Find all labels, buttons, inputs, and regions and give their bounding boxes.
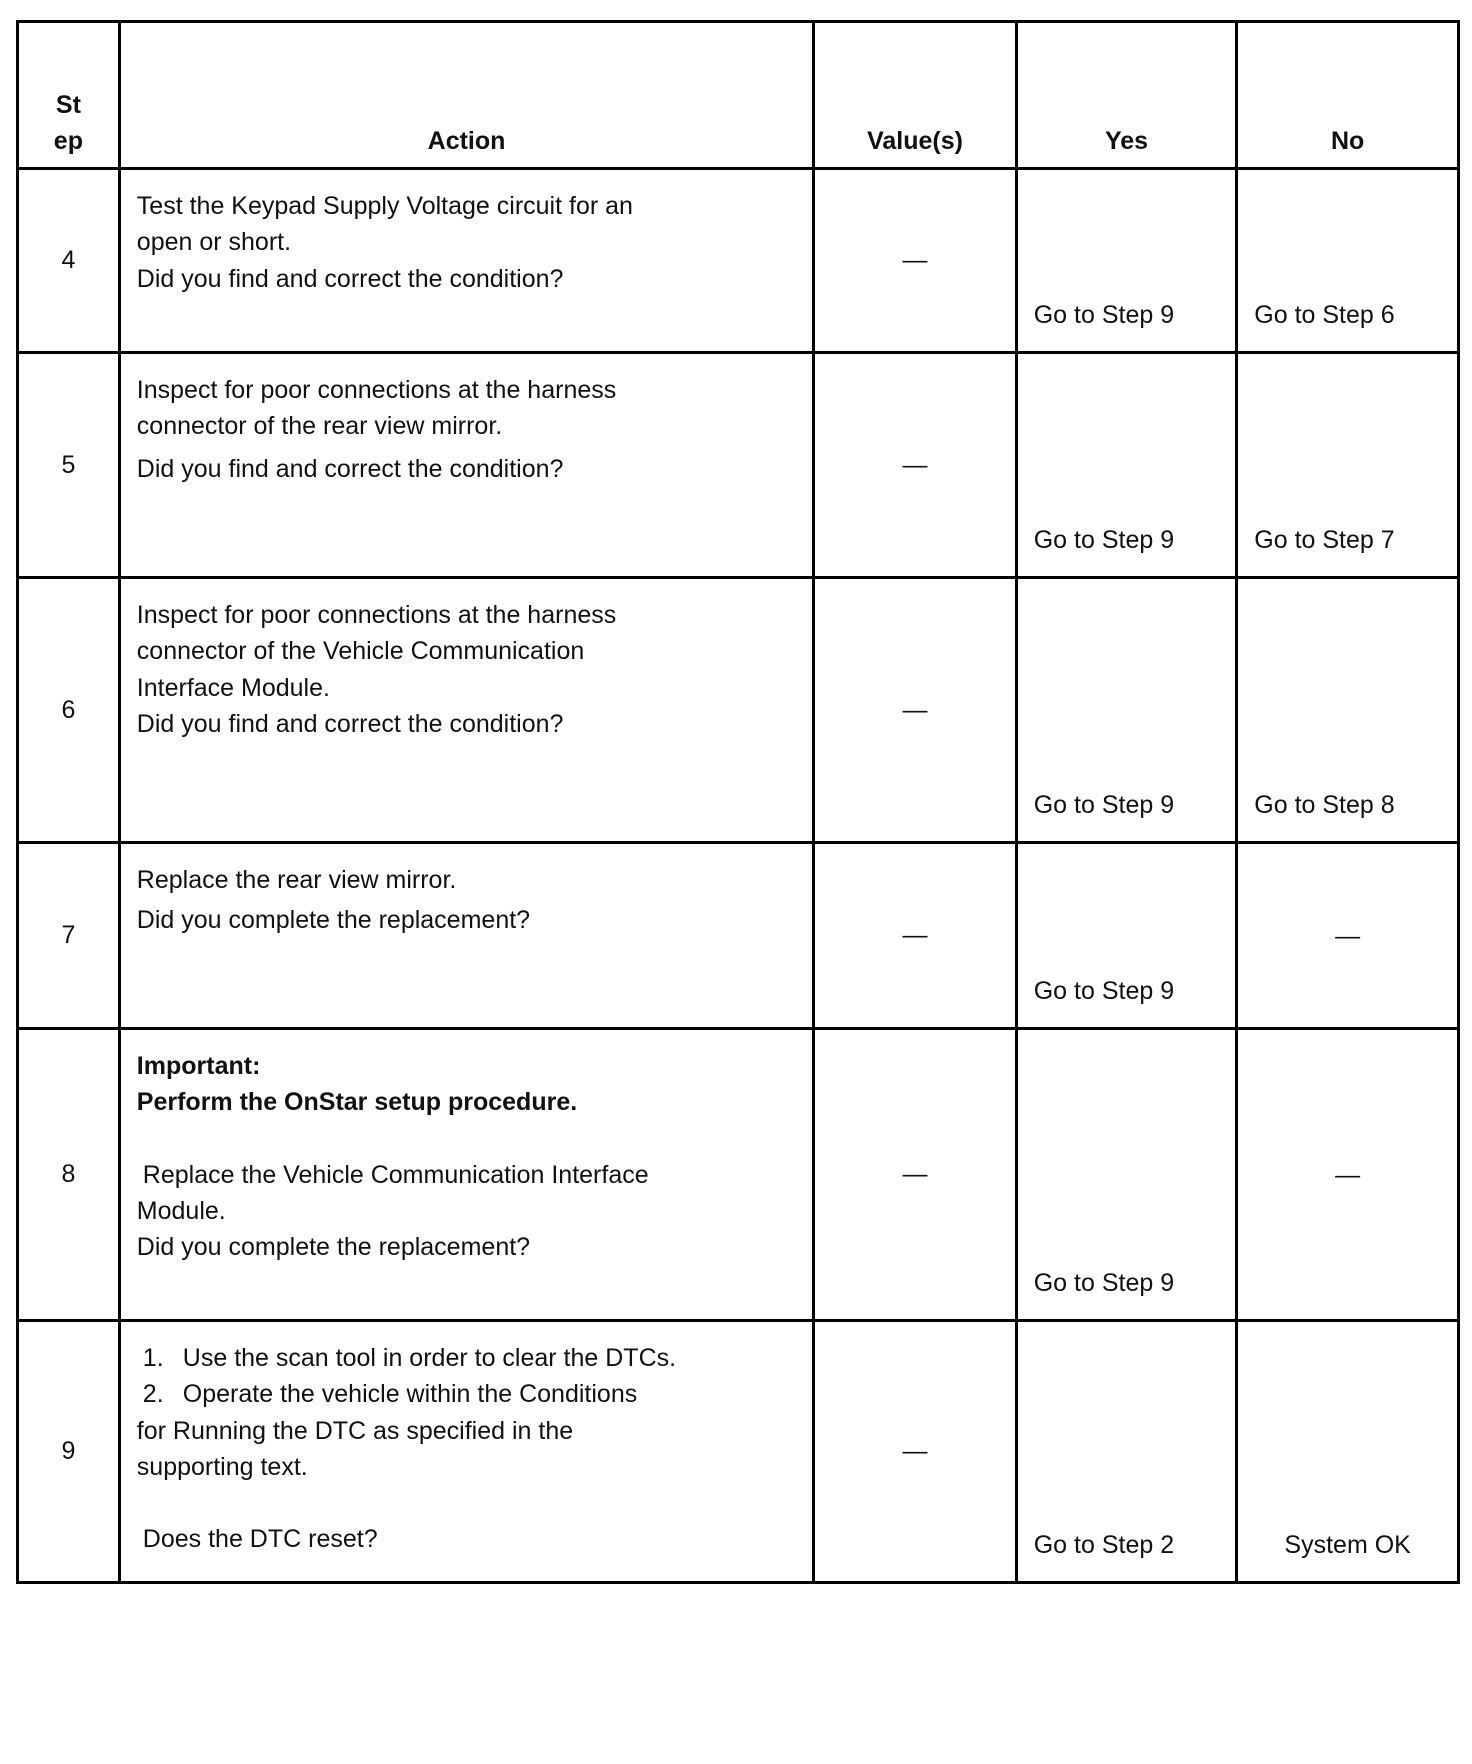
yes-cell [1016,843,1237,1029]
list-item [137,1376,798,1412]
header-step-part1: St [55,90,81,119]
no-result: Go to Step 6 [1254,300,1395,329]
yes-result: Go to Step 9 [1033,976,1175,1005]
action-cell [119,843,813,1029]
action-text: Interface Module. [136,673,330,702]
action-text: connector of the Vehicle Communication [136,637,585,666]
action-cell [119,353,813,578]
spacer [137,1121,798,1157]
action-question: Did you find and correct the condition? [136,264,564,293]
yes-result: Go to Step 9 [1033,1268,1175,1297]
no-result: — [1335,921,1361,950]
no-cell [1237,1321,1459,1583]
yes-cell [1016,578,1237,843]
important-label: Important: [136,1052,261,1080]
yes-cell [1016,353,1237,578]
yes-result: Go to Step 9 [1033,790,1175,819]
step-number: 7 [18,843,120,1029]
yes-cell [1016,1029,1237,1321]
yes-result: Go to Step 9 [1033,300,1175,329]
important-text: Perform the OnStar setup procedure. [136,1088,578,1117]
action-question: Did you find and correct the condition? [136,709,564,738]
yes-cell [1016,1321,1237,1583]
spacer [137,1485,798,1521]
diagnostic-table [16,20,1460,1584]
action-text: for Running the DTC as specified in the [136,1416,574,1445]
no-result: — [1335,1160,1361,1189]
action-text: Replace the rear view mirror. [136,866,457,894]
value-cell: — [814,578,1016,843]
step-number: 6 [18,578,120,843]
no-cell [1237,169,1459,353]
list-number: 2. [142,1380,164,1409]
step-number: 9 [18,1321,120,1583]
table-row [18,353,1459,578]
table-row [18,169,1459,353]
value-cell: — [814,1321,1016,1583]
no-cell [1237,843,1459,1029]
list-item [137,1340,798,1376]
no-result: System OK [1284,1530,1411,1559]
value-cell: — [814,843,1016,1029]
header-step-part2: ep [53,126,83,155]
yes-result: Go to Step 9 [1033,525,1175,554]
action-question: Did you complete the replacement? [136,1233,531,1261]
action-text: Inspect for poor connections at the harness [136,601,617,629]
action-text: Replace the Vehicle Communication Interface [142,1160,649,1189]
header-step [18,22,120,169]
no-cell [1237,1029,1459,1321]
table-row [18,1029,1459,1321]
action-text: Module. [136,1196,226,1225]
header-action: Action [119,22,813,169]
value-cell: — [814,1029,1016,1321]
value-cell: — [814,169,1016,353]
action-cell [119,578,813,843]
header-no: No [1237,22,1459,169]
action-cell [119,1321,813,1583]
no-cell [1237,353,1459,578]
table-row [18,843,1459,1029]
action-text: Test the Keypad Supply Voltage circuit for an [136,192,633,220]
no-result: Go to Step 8 [1254,790,1395,819]
list-text: Operate the vehicle within the Conditions [182,1380,638,1409]
action-cell [119,1029,813,1321]
table-row [18,578,1459,843]
no-cell [1237,578,1459,843]
list-text: Use the scan tool in order to clear the DTCs. [182,1344,677,1372]
action-question: Does the DTC reset? [142,1525,378,1553]
no-result: Go to Step 7 [1254,525,1395,554]
header-row [18,22,1459,169]
header-values: Value(s) [814,22,1016,169]
yes-result: Go to Step 2 [1033,1530,1175,1559]
action-text: open or short. [136,228,292,257]
step-number: 8 [18,1029,120,1321]
list-number: 1. [142,1344,164,1372]
step-number: 4 [18,169,120,353]
value-cell: — [814,353,1016,578]
action-text: supporting text. [136,1452,308,1481]
action-question: Did you complete the replacement? [136,906,531,935]
header-yes: Yes [1016,22,1237,169]
step-number: 5 [18,353,120,578]
action-text: connector of the rear view mirror. [136,412,503,441]
table-row [18,1321,1459,1583]
action-cell [119,169,813,353]
yes-cell [1016,169,1237,353]
action-question: Did you find and correct the condition? [136,454,564,483]
action-text: Inspect for poor connections at the harness [136,376,617,404]
